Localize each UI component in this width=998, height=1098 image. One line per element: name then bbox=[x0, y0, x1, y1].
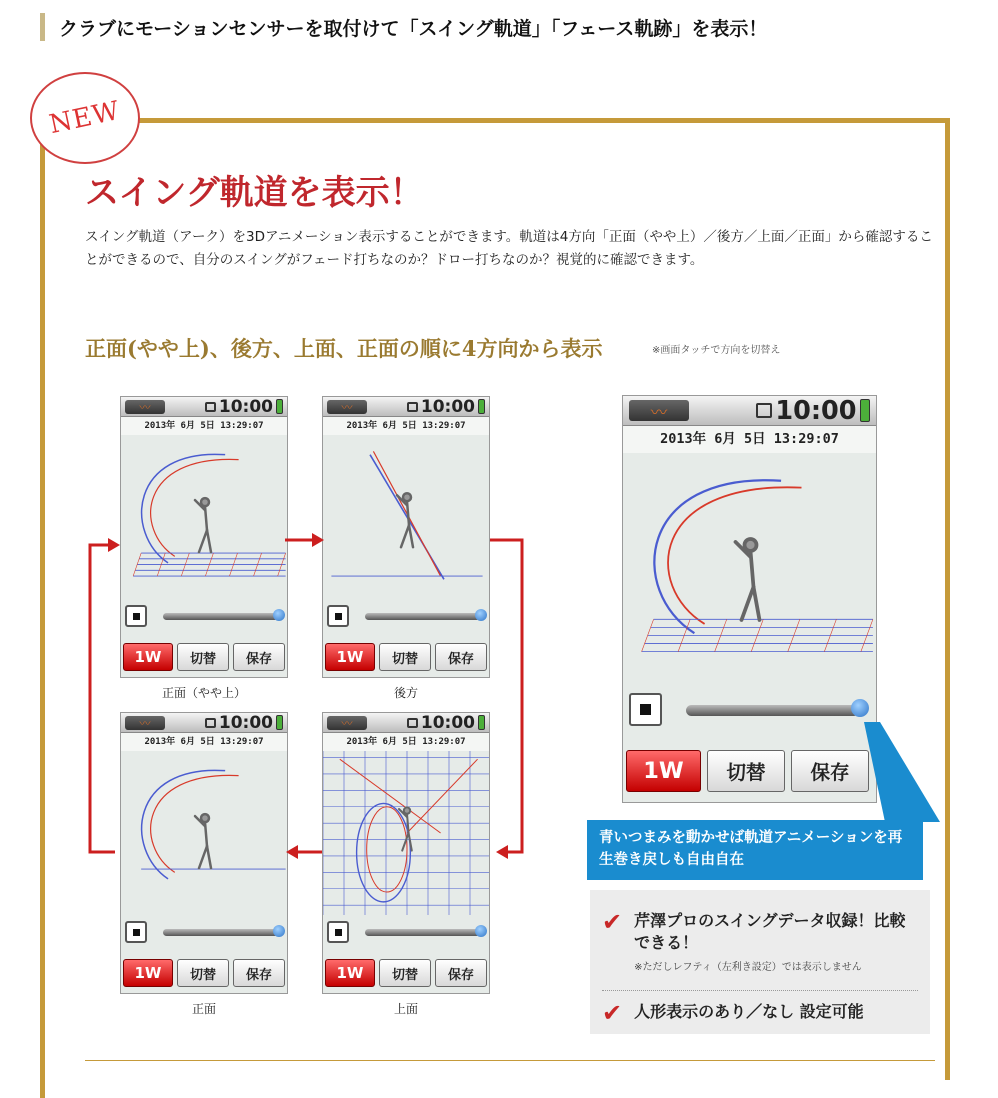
club-1w-button[interactable]: 1W bbox=[123, 959, 173, 987]
switch-view-button[interactable]: 切替 bbox=[379, 959, 431, 987]
club-1w-button[interactable]: 1W bbox=[325, 643, 375, 671]
section-subtitle: 正面(やや上)、後方、上面、正面の順に4方向から表示 bbox=[85, 336, 603, 361]
check-icon: ✔ bbox=[602, 908, 623, 936]
swing-logo-icon: 〰 bbox=[125, 400, 165, 414]
swing-logo-icon: 〰 bbox=[125, 716, 165, 730]
save-button[interactable]: 保存 bbox=[435, 643, 487, 671]
arrow-head-right-2 bbox=[108, 538, 120, 552]
check-item-2-text: 人形表示のあり／なし 設定可能 bbox=[634, 1002, 864, 1021]
header-title: クラブにモーションセンサーを取付けて「スイング軌道」「フェース軌跡」を表示！ bbox=[59, 17, 768, 40]
switch-view-button[interactable]: 切替 bbox=[177, 643, 229, 671]
new-badge bbox=[30, 72, 140, 164]
save-button[interactable]: 保存 bbox=[233, 643, 285, 671]
club-1w-button[interactable]: 1W bbox=[123, 643, 173, 671]
callout-pointer bbox=[864, 722, 940, 822]
device-date: 2013年 6月 5日 13:29:07 bbox=[323, 417, 489, 435]
device-date: 2013年 6月 5日 13:29:07 bbox=[323, 733, 489, 751]
switch-view-button[interactable]: 切替 bbox=[379, 643, 431, 671]
switch-view-button[interactable]: 切替 bbox=[707, 750, 785, 792]
arrow-head-left-2 bbox=[286, 845, 298, 859]
device-date: 2013年 6月 5日 13:29:07 bbox=[623, 426, 876, 453]
device-date: 2013年 6月 5日 13:29:07 bbox=[121, 417, 287, 435]
check-item-2 bbox=[602, 1001, 864, 1025]
device-time-text: 10:00 bbox=[218, 396, 273, 417]
section-subtitle-note: ※画面タッチで方向を切替え bbox=[652, 345, 781, 356]
feature-check-box bbox=[590, 890, 930, 1034]
save-button[interactable]: 保存 bbox=[791, 750, 869, 792]
check-divider bbox=[602, 990, 918, 991]
swing-logo-icon: 〰 bbox=[327, 400, 367, 414]
tip-callout: 青いつまみを動かせば軌道アニメーションを再生巻き戻しも自由自在 bbox=[587, 820, 923, 880]
section-description: スイング軌道（アーク）を3Dアニメーション表示することができます。軌道は4方向「正面（やや上）／後方／上面／正面」から確認することができるので、自分のスイングがフェード打ちなのか？ドロー打ちなのか？視覚的に確認できます。 bbox=[85, 229, 933, 268]
club-1w-button[interactable]: 1W bbox=[325, 959, 375, 987]
swing-logo-icon: 〰 bbox=[629, 400, 689, 421]
switch-view-button[interactable]: 切替 bbox=[177, 959, 229, 987]
check-item-1-note: ※ただしレフティ（左利き設定）では表示しません bbox=[634, 962, 862, 973]
device-time-text: 10:00 bbox=[420, 712, 475, 733]
view-caption: 後方 bbox=[393, 686, 418, 700]
view-caption: 正面 bbox=[191, 1002, 216, 1016]
bottom-rule bbox=[85, 1060, 935, 1061]
view-caption: 上面 bbox=[393, 1002, 418, 1016]
check-item-1 bbox=[602, 910, 914, 973]
device-date: 2013年 6月 5日 13:29:07 bbox=[121, 733, 287, 751]
arrow-head-right bbox=[312, 533, 324, 547]
swing-logo-icon: 〰 bbox=[327, 716, 367, 730]
club-1w-button[interactable]: 1W bbox=[626, 750, 701, 792]
section-title: スイング軌道を表示！ bbox=[85, 173, 424, 213]
check-icon: ✔ bbox=[602, 999, 623, 1027]
device-time-text: 10:00 bbox=[218, 712, 273, 733]
new-badge-text: NEW bbox=[46, 95, 124, 141]
save-button[interactable]: 保存 bbox=[435, 959, 487, 987]
view-caption: 正面（やや上） bbox=[161, 686, 246, 700]
save-button[interactable]: 保存 bbox=[233, 959, 285, 987]
arrow-head-left-1 bbox=[496, 845, 508, 859]
check-item-1-text: 芹澤プロのスイングデータ収録！比較できる！ bbox=[634, 911, 906, 952]
device-time-text: 10:00 bbox=[775, 395, 857, 426]
device-time-text: 10:00 bbox=[420, 396, 475, 417]
